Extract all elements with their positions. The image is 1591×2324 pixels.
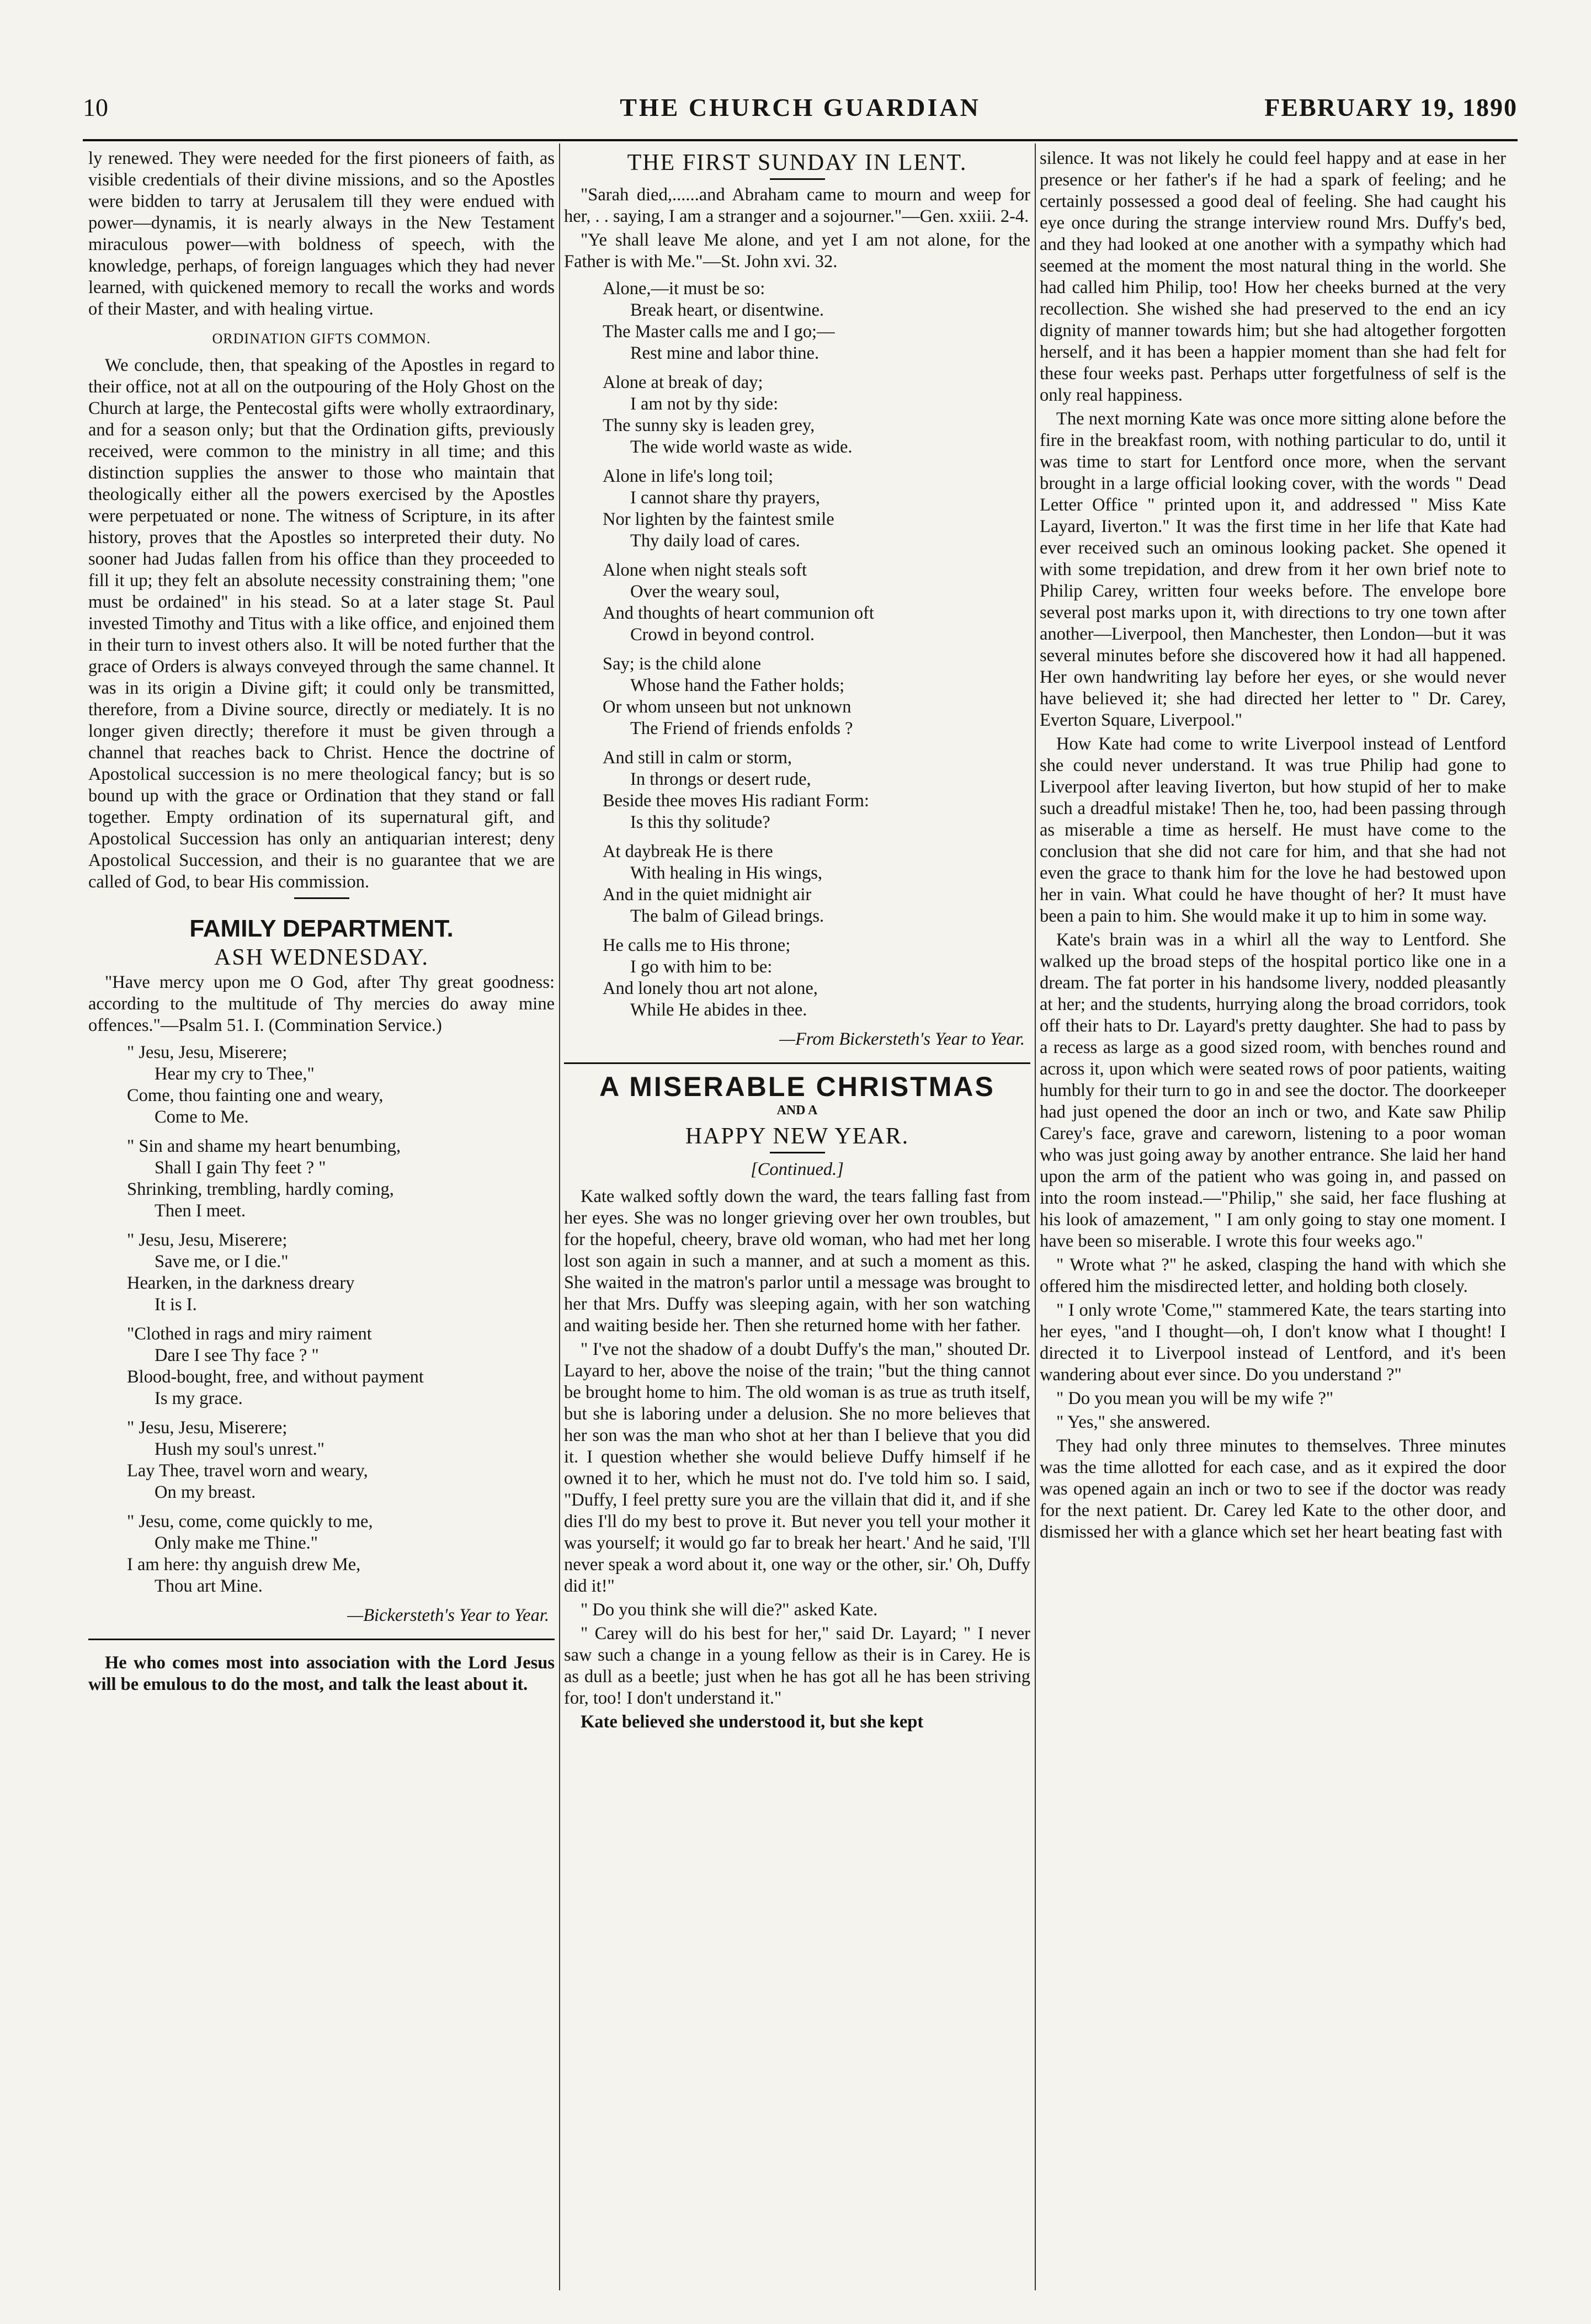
epigraph: "Have mercy upon me O God, after Thy great goodness: according to the multitude of Thy mercies do away mine offences."—Psalm 51. I. (Commination Service.) [88, 972, 555, 1035]
column-3 [1040, 148, 1506, 2289]
epigraph: "Sarah died,......and Abraham came to mourn and weep for her, . . saying, I am a stranger and a sojourner."—Gen. xxiii. 2-4. [564, 185, 1030, 226]
poem-line: Save me, or I die." [155, 1252, 289, 1272]
page-header [83, 93, 1518, 138]
story-paragraph: The next morning Kate was once more sitting alone before the fire in the breakfast room, with nothing particular to do, until it was time to start for Lentford once more, when the servant brought in a large official looking cover, with the words " Dead Letter Office " printed upon it, and addressed " Miss Kate Layard, Iiverton." It was the first time in her life that Kate had ever received such an ominous looking packet. She opened it with some trepidation, and drew from it her own brief note to Philip Carey, written four weeks before. The envelope bore several post marks upon it, with directions to try one town after another—Liverpool, then Manchester, then London—but it was several minutes before she discovered how it had all happened. Her own handwriting lay before her eyes, or she would never have believed it; she had directed her letter to " Dr. Carey, Everton Square, Liverpool." [1040, 409, 1506, 730]
column-divider [559, 143, 560, 2290]
poem-line: Rest mine and labor thine. [630, 343, 820, 363]
poem-line: " Sin and shame my heart benumbing, [127, 1136, 401, 1156]
stanza [603, 841, 1030, 927]
story-subtitle: HAPPY NEW YEAR. [685, 1124, 909, 1149]
stanza [127, 1136, 555, 1222]
poem-line: Is this thy solitude? [630, 812, 770, 832]
poem-line: I cannot share thy prayers, [630, 488, 820, 508]
poem-line: Is my grace. [155, 1389, 243, 1408]
story-paragraph: Kate's brain was in a whirl all the way to Lentford. She walked up the broad steps of the hospital portico like one in a dream. The fat porter in his handsome livery, nodded pleasantly at her; and the students, hurrying along the broad corridors, took off their hats to Dr. Layard's pretty daughter. She had to pass by a recess as large as a good sized room, with benches round and across it, upon which were seated rows of poor patients, waiting humbly for their turn to go in and see the doctor. The doorkeeper had just opened the door an inch or two, and Kate saw Philip Carey's face, grave and careworn, listening to a poor woman who was just going away by another entrance. She laid her hand upon the arm of the patient who was going in, and passed on into the room instead.—"Philip," she said, her face flushing at his look of amazement, " I am only going to stay one moment. I have been so miserable. I wrote this four weeks ago." [1040, 930, 1506, 1251]
poem-line: The Master calls me and I go;— [603, 322, 835, 342]
column-divider [1035, 143, 1036, 2290]
epigraph: "Ye shall leave Me alone, and yet I am not alone, for the Father is with Me."—St. John xvi. 32. [564, 230, 1030, 272]
poem-line: And in the quiet midnight air [603, 885, 812, 905]
poem-line: Nor lighten by the faintest smile [603, 509, 834, 529]
poem-line: With healing in His wings, [630, 863, 823, 883]
poem-line: Come to Me. [155, 1107, 249, 1127]
divider [294, 897, 349, 899]
poem-line: Whose hand the Father holds; [630, 676, 845, 695]
poem-line: Dare I see Thy face ? " [155, 1346, 319, 1365]
poem-line: At daybreak He is there [603, 842, 773, 861]
poem-line: Alone when night steals soft [603, 560, 807, 580]
poem-line: While He abides in thee. [630, 1000, 807, 1020]
poem-line: On my breast. [155, 1482, 256, 1502]
page-number: 10 [83, 93, 108, 121]
poem-line: Alone,—it must be so: [603, 279, 765, 299]
stanza [127, 1323, 555, 1410]
divider [770, 1152, 825, 1153]
poem-line: Blood-bought, free, and without payment [127, 1367, 424, 1387]
poem-line: Over the weary soul, [630, 582, 780, 602]
family-department-heading: FAMILY DEPARTMENT. [189, 915, 454, 942]
poem-line: Alone in life's long toil; [603, 466, 774, 486]
poem-attribution: —Bickersteth's Year to Year. [347, 1605, 549, 1625]
closing-maxim: He who comes most into association with the Lord Jesus will be emulous to do the most, and talk the least about it. [88, 1653, 555, 1694]
story-paragraph: " I only wrote 'Come,'" stammered Kate, the tears starting into her eyes, "and I thought—oh, I don't know what I thought! I directed it to Liverpool instead of Lentford, and it's been wandering about ever since. Do you understand ?" [1040, 1300, 1506, 1385]
story-title-and: AND A [776, 1103, 818, 1118]
poem-line: I am not by thy side: [630, 394, 779, 414]
story-paragraph: Kate believed she understood it, but she kept [581, 1712, 924, 1732]
story-paragraph: " Wrote what ?" he asked, clasping the hand with which she offered him the misdirected letter, and holding both closely. [1040, 1255, 1506, 1296]
poem-line: Break heart, or disentwine. [630, 300, 824, 320]
poem-line: Thy daily load of cares. [630, 531, 800, 551]
stanza [603, 372, 1030, 458]
poem-line: "Clothed in rags and miry raiment [127, 1324, 372, 1344]
divider [564, 1062, 1030, 1064]
stanza [127, 1511, 555, 1597]
poem-line: Crowd in beyond control. [630, 625, 815, 645]
story-paragraph: " I've not the shadow of a doubt Duffy's the man," shouted Dr. Layard to her, above the noise of the train; "but the thing cannot be brought home to him. The old woman is as true as truth itself, but she is laboring under a delusion. She no more believes that her son was the man who shot at her than I believe that you did it. I question whether she would believe Duffy himself if he owned it to her, which he must not do. I've told him so. I said, "Duffy, I feel pretty sure you are the villain that did it, and if she dies I'll do my best to prove it. But never you tell your mother it was yourself; it would go far to break her heart.' And he said, 'I'll never speak a word about it, one way or the other, sir.' Oh, Duffy did it!" [564, 1339, 1030, 1596]
story-paragraph: How Kate had come to write Liverpool instead of Lentford she could never understand. It was true Philip had gone to Liverpool after leaving Iiverton, but how stupid of her to make such a dreadful mistake! Then he, too, had been passing through as miserable a time as herself. He must have come to the conclusion that she did not care for him, and that she had not even the grace to thank him for the love he had bestowed upon her in vain. What could he have thought of her? It must have been a pain to him. She would make it up to him in some way. [1040, 734, 1506, 926]
story-paragraph: They had only three minutes to themselves. Three minutes was the time allotted for each case, and as it expired the door was opened again an inch or two to see if the doctor was ready for the next patient. Dr. Carey led Kate to the other door, and dismissed her with a glance which set her heart beating fast with [1040, 1436, 1506, 1542]
poem-line: Then I meet. [155, 1201, 246, 1221]
stanza [603, 653, 1030, 740]
poem-line: Hearken, in the darkness dreary [127, 1273, 355, 1293]
continued-note: [Continued.] [751, 1160, 844, 1179]
stanza [127, 1042, 555, 1128]
poem-line: The balm of Gilead brings. [630, 906, 824, 926]
poem-line: Lay Thee, travel worn and weary, [127, 1461, 368, 1481]
poem-line: I go with him to be: [630, 957, 773, 977]
poem-line: " Jesu, Jesu, Miserere; [127, 1043, 288, 1062]
poem-line: " Jesu, come, come quickly to me, [127, 1512, 373, 1531]
article-paragraph: We conclude, then, that speaking of the Apostles in regard to their office, not at all on the outpouring of the Holy Ghost on the Church at large, the Pentecostal gifts were wholly extraordinary, and for a season only; but that the Ordination gifts, previously received, were common to the ministry in all time; and this distinction supplies the answer to those who maintain that theologically either all the powers exercised by the Apostles were perpetuated or none. The witness of Scripture, in its after history, proves that the Apostles so interpreted their duty. No sooner had Judas fallen from his office than they proceeded to fill it up; they felt an absolute necessity constraining them; "one must be ordained" in his stead. So at a later stage St. Paul invested Timothy and Titus with a like office, and enjoined them in their turn to invest others also. It will be noted further that the grace of Orders is always conveyed through the same channel. It was in its origin a Divine gift; it could only be transmitted, therefore, from a Divine source, directly or mediately. It is no longer given directly; therefore it must be given through a channel that reaches back to Christ. Hence the doctrine of Apostolical succession is no mere theological fancy; but is so bound up with the grace or Ordination that they stand or fall together. Empty ordination of its supernatural gift, and Apostolical Succession has only an antiquarian interest; deny Apostolical Succession, and their is no guarantee that we are called of God, to bear His commission. [88, 355, 555, 892]
lent-title: THE FIRST SUNDAY IN LENT. [627, 150, 967, 176]
story-paragraph: " Do you mean you will be my wife ?" [1056, 1389, 1334, 1408]
story-paragraph: " Do you think she will die?" asked Kate. [581, 1600, 878, 1620]
story-title: A MISERABLE CHRISTMAS [599, 1071, 995, 1102]
divider [88, 1639, 555, 1640]
stanza [603, 560, 1030, 646]
poem-line: Shrinking, trembling, hardly coming, [127, 1179, 394, 1199]
poem-line: Thou art Mine. [155, 1576, 263, 1596]
ash-wednesday-poem [127, 1042, 555, 1597]
poem-line: Beside thee moves His radiant Form: [603, 791, 869, 811]
poem-line: And thoughts of heart communion oft [603, 603, 874, 623]
poem-line: Alone at break of day; [603, 373, 763, 392]
poem-line: Say; is the child alone [603, 654, 762, 674]
poem-line: Or whom unseen but not unknown [603, 697, 852, 717]
story-paragraph: silence. It was not likely he could feel happy and at ease in her presence or her father's if he had a spark of feeling; and he certainly possessed a good deal of feeling. She had caught his eye once during the strange interview round Mrs. Duffy's bed, and they had looked at one another with a sympathy which had seemed at the moment the most natural thing in the world. She had called him Philip, too! How her cheeks burned at the very recollection. She wished she had preserved to the end an icy dignity of manner towards him; but she had altogether forgotten herself, and it has been a happier moment than she had felt for these four weeks past. Perhaps utter forgetfulness of self is the only real happiness. [1040, 148, 1506, 405]
story-paragraph: Kate walked softly down the ward, the tears falling fast from her eyes. She was no longer grieving over her own troubles, but for the hopeful, cheery, brave old woman, who had met her long lost son again in such a manner, and at such a moment as this. She waited in the matron's parlor until a message was brought to her that Mrs. Duffy was sleeping again, with her son watching and waiting beside her. Then she returned home with her father. [564, 1187, 1030, 1336]
masthead-title: THE CHURCH GUARDIAN [620, 93, 981, 121]
poem-line: It is I. [155, 1295, 197, 1315]
article-paragraph: ly renewed. They were needed for the first pioneers of faith, as visible credentials of their divine missions, and so the Apostles were bidden to tarry at Jerusalem till they were endued with power—dynamis, it is nearly always in the New Testament miraculous power—with boldness of speech, with the knowledge, perhaps, of foreign languages which they had never learned, with quickened memory to recall the works and words of their Master, and with healing virtue. [88, 148, 555, 319]
poem-line: Only make me Thine." [155, 1533, 318, 1553]
column-1 [88, 148, 555, 2289]
section-subhead: ORDINATION GIFTS COMMON. [212, 331, 431, 347]
stanza [603, 466, 1030, 552]
lent-poem [603, 278, 1030, 1021]
poem-line: He calls me to His throne; [603, 935, 791, 955]
poem-line: Hush my soul's unrest." [155, 1439, 325, 1459]
stanza [603, 278, 1030, 364]
stanza [603, 935, 1030, 1021]
poem-line: " Jesu, Jesu, Miserere; [127, 1230, 288, 1250]
column-2 [564, 148, 1030, 2289]
poem-line: Come, thou fainting one and weary, [127, 1086, 384, 1105]
divider [770, 178, 825, 180]
poem-line: The wide world waste as wide. [630, 437, 853, 457]
ash-wednesday-title: ASH WEDNESDAY. [214, 945, 429, 970]
header-rule [83, 139, 1518, 141]
stanza [603, 747, 1030, 833]
story-paragraph: " Yes," she answered. [1056, 1412, 1211, 1432]
story-paragraph: " Carey will do his best for her," said Dr. Layard; " I never saw such a change in a young fellow as their is in Carey. He is as dull as a beetle; just when he has got all he has been striving for, too! I don't understand it." [564, 1624, 1030, 1708]
poem-line: And still in calm or storm, [603, 748, 792, 768]
poem-line: The Friend of friends enfolds ? [630, 719, 853, 738]
poem-line: And lonely thou art not alone, [603, 978, 818, 998]
poem-line: The sunny sky is leaden grey, [603, 416, 815, 435]
poem-line: I am here: thy anguish drew Me, [127, 1555, 361, 1575]
poem-line: " Jesu, Jesu, Miserere; [127, 1418, 288, 1438]
poem-attribution: —From Bickersteth's Year to Year. [779, 1029, 1025, 1049]
stanza [127, 1417, 555, 1503]
stanza [127, 1230, 555, 1316]
poem-line: In throngs or desert rude, [630, 769, 811, 789]
poem-line: Shall I gain Thy feet ? " [155, 1158, 326, 1178]
poem-line: Hear my cry to Thee," [155, 1064, 315, 1084]
issue-date: FEBRUARY 19, 1890 [1264, 93, 1518, 121]
